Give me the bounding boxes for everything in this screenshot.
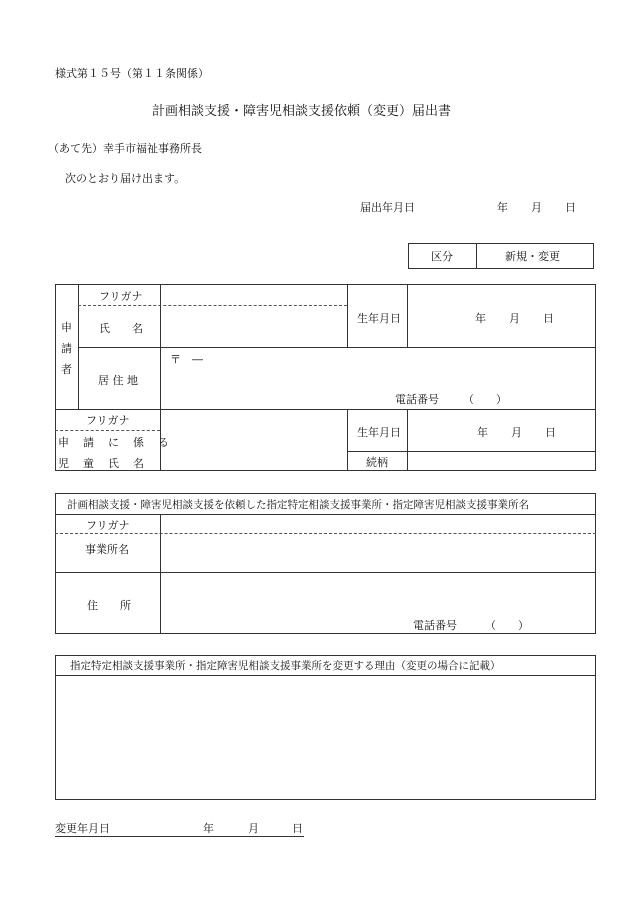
applicant-birth-day: 日 [543, 312, 554, 325]
applicant-side-label-2: 請 [61, 342, 72, 355]
office-phone-paren[interactable]: （ ） [485, 619, 529, 632]
office-phone-label: 電話番号 [413, 619, 457, 632]
form-number: 様式第１５号（第１１条関係） [55, 67, 209, 80]
submission-date-field[interactable] [418, 196, 490, 212]
applicant-address-field[interactable] [162, 349, 594, 387]
applicant-phone-label: 電話番号 [395, 393, 439, 406]
applicant-phone-paren[interactable]: （ ） [463, 393, 507, 406]
applicant-birth-label: 生年月日 [357, 312, 401, 325]
applicant-side-label-3: 者 [61, 363, 72, 376]
child-birth-month: 月 [511, 426, 522, 439]
relation-label: 続柄 [366, 456, 388, 469]
change-date-year: 年 [203, 822, 214, 835]
child-birth-year: 年 [477, 426, 488, 439]
applicant-address-label: 居 住 地 [98, 374, 138, 387]
applicant-furigana-label: フリガナ [99, 290, 143, 303]
applicant-birth-field[interactable] [409, 286, 594, 346]
applicant-name-label: 氏 名 [99, 322, 143, 335]
applicant-name-field[interactable] [162, 307, 345, 346]
submission-month: 月 [531, 201, 542, 214]
office-furigana-label: フリガナ [86, 519, 130, 532]
submission-year: 年 [497, 201, 508, 214]
submission-day: 日 [565, 201, 576, 214]
child-furigana-label: フリガナ [86, 414, 130, 427]
office-name-field[interactable] [162, 535, 594, 571]
addressee: （あて先）幸手市福祉事務所長 [48, 142, 202, 155]
intro-text: 次のとおり届け出ます。 [65, 172, 186, 185]
child-label-line1: 申請に係る [58, 436, 183, 449]
change-date-underline [55, 836, 304, 837]
classification-label: 区分 [431, 250, 453, 263]
office-address-field[interactable] [162, 574, 594, 614]
applicant-side-label-1: 申 [61, 321, 72, 334]
office-address-label: 住 所 [87, 599, 131, 612]
applicant-birth-month: 月 [509, 312, 520, 325]
change-date-label: 変更年月日 [55, 822, 110, 835]
office-name-label: 事業所名 [85, 543, 129, 556]
classification-value[interactable]: 新規・変更 [505, 250, 560, 263]
submission-date-label: 届出年月日 [360, 201, 415, 214]
relation-field[interactable] [409, 453, 594, 469]
applicant-birth-year: 年 [475, 312, 486, 325]
child-name-field[interactable] [162, 411, 345, 469]
reason-textarea[interactable] [57, 677, 593, 797]
change-date-field[interactable] [115, 818, 200, 834]
postal-code-mark: 〒 ― [170, 353, 203, 366]
reason-header: 指定特定相談支援事業所・指定障害児相談支援事業所を変更する理由（変更の場合に記載） [70, 660, 501, 672]
applicant-furigana-field[interactable] [162, 286, 345, 304]
child-label-line2: 児童氏名 [58, 457, 158, 470]
child-birth-label: 生年月日 [357, 426, 401, 439]
office-header: 計画相談支援・障害児相談支援を依頼した指定特定相談支援事業所・指定障害児相談支援事業所名 [67, 499, 529, 511]
child-birth-day: 日 [545, 426, 556, 439]
change-date-day: 日 [292, 822, 303, 835]
change-date-month: 月 [248, 822, 259, 835]
document-title: 計画相談支援・障害児相談支援依頼（変更）届出書 [152, 104, 452, 119]
office-furigana-field[interactable] [162, 516, 594, 532]
child-birth-field[interactable] [409, 411, 594, 449]
